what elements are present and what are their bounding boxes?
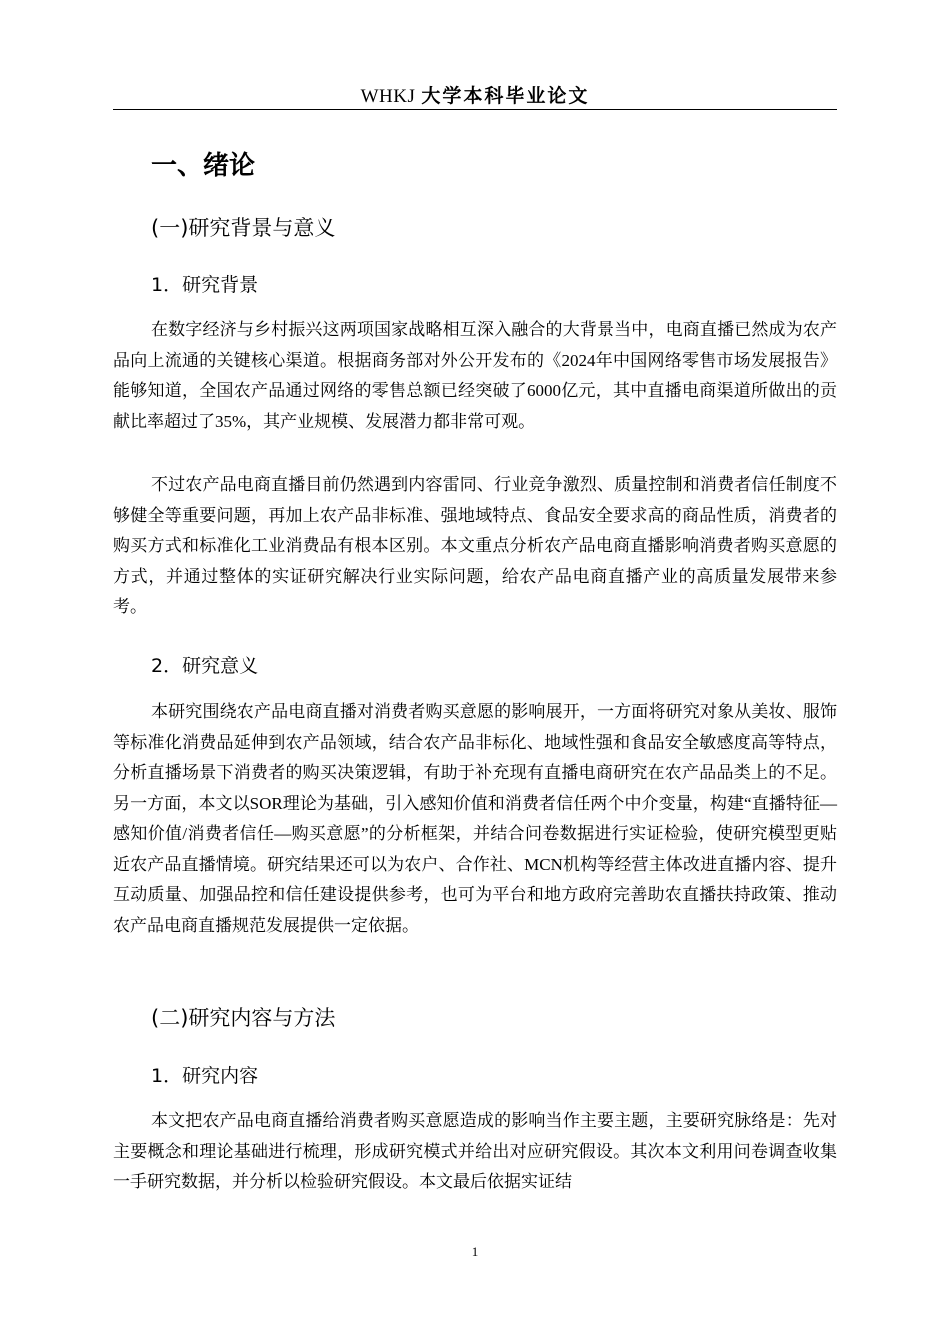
paragraph-significance: 本研究围绕农产品电商直播对消费者购买意愿的影响展开，一方面将研究对象从美妆、服饰等标准化消费品延伸到农产品领域，结合农产品非标化、地域性强和食品安全敏感度高等特点，分析直播场景下消费者的购买决策逻辑，有助于补充现有直播电商研究在农产品品类上的不足。另一方面，本文以SOR理论为基础，引入感知价值和消费者信任两个中介变量，构建“直播特征—感知价值/消费者信任—购买意愿”的分析框架，并结合问卷数据进行实证检验，使研究模型更贴近农产品直播情境。研究结果还可以为农户、合作社、MCN机构等经营主体改进直播内容、提升互动质量、加强品控和信任建设提供参考，也可为平台和地方政府完善助农直播扶持政策、推动农产品电商直播规范发展提供一定依据。 — [113, 702, 837, 935]
subsection-title-significance: 2．研究意义 — [151, 655, 259, 677]
subsection-title-content: 1．研究内容 — [151, 1065, 259, 1087]
paragraph-content: 本文把农产品电商直播给消费者购买意愿造成的影响当作主要主题，主要研究脉络是：先对主要概念和理论基础进行梳理，形成研究模式并给出对应研究假设。其次本文利用问卷调查收集一手研究数据，并分析以检验研究假设。本文最后依据实证结 — [113, 1111, 837, 1191]
paragraph-background-2: 不过农产品电商直播目前仍然遇到内容雷同、行业竞争激烈、质量控制和消费者信任制度不够健全等重要问题，再加上农产品非标准、强地域特点、食品安全要求高的商品性质，消费者的购买方式和标准化工业消费品有根本区别。本文重点分析农产品电商直播影响消费者购买意愿的方式，并通过整体的实证研究解决行业实际问题，给农产品电商直播产业的高质量发展带来参考。 — [113, 475, 837, 616]
paragraph-background-1: 在数字经济与乡村振兴这两项国家战略相互深入融合的大背景当中，电商直播已然成为农产品向上流通的关键核心渠道。根据商务部对外公开发布的《2024年中国网络零售市场发展报告》能够知道，全国农产品通过网络的零售总额已经突破了6000亿元，其中直播电商渠道所做出的贡献比率超过了35%，其产业规模、发展潜力都非常可观。 — [113, 320, 837, 431]
subsection-title-background: 1．研究背景 — [151, 274, 259, 296]
page-header — [113, 84, 837, 109]
header-brand: WHKJ — [360, 86, 416, 107]
header-title: 大学本科毕业论文 — [421, 85, 590, 107]
page-number: 1 — [471, 1244, 479, 1259]
header-rule — [113, 109, 837, 110]
chapter-title: 一、绪论 — [151, 151, 256, 181]
section-title-background: (一)研究背景与意义 — [151, 216, 336, 240]
section-title-content-methods: (二)研究内容与方法 — [151, 1006, 336, 1030]
